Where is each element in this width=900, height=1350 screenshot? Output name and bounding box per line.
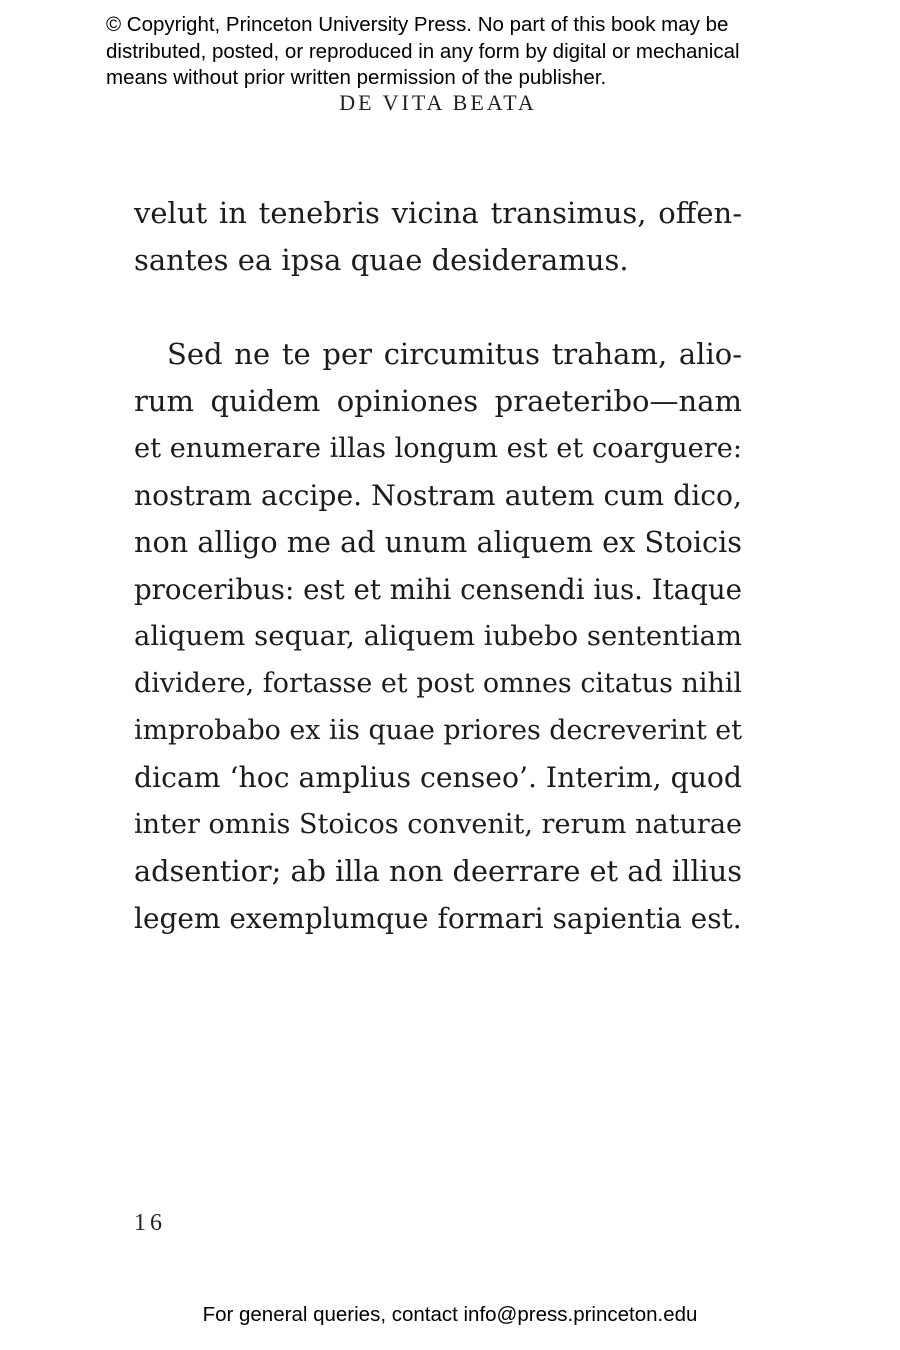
paragraph-2 (134, 331, 742, 942)
paragraph-1 (134, 190, 742, 284)
footer-contact: For general queries, contact info@press.princeton.edu (202, 1303, 698, 1326)
text-line: santes ea ipsa quae desideramus. (134, 243, 629, 277)
copyright-line: © Copyright, Princeton University Press. No part of this book may be (106, 13, 729, 36)
text-line: legem exemplumque formari sapientia est. (134, 902, 742, 935)
text-line: non alligo me ad unum aliquem ex Stoicis (134, 525, 742, 559)
copyright-line: distributed, posted, or reproduced in any form by digital or mechanical (106, 39, 740, 63)
text-line: Sed ne te per circumitus traham, alio- (167, 337, 742, 371)
page-number: 16 (134, 1210, 166, 1236)
copyright-notice (106, 12, 866, 92)
text-line: nostram accipe. Nostram autem cum dico, (134, 479, 742, 512)
text-line: aliquem sequar, aliquem iubebo sententiam (134, 621, 742, 652)
copyright-line: means without prior written permission of the publisher. (106, 66, 607, 89)
text-line: rum quidem opiniones praeteribo—nam (134, 384, 742, 418)
text-line: dividere, fortasse et post omnes citatus nihil (134, 668, 742, 699)
running-head: DE VITA BEATA (339, 90, 537, 115)
text-line: inter omnis Stoicos convenit, rerum naturae (134, 809, 742, 840)
text-line: improbabo ex iis quae priores decreverint et (134, 715, 742, 746)
text-line: proceribus: est et mihi censendi ius. Itaque (134, 573, 742, 606)
text-line: velut in tenebris vicina transimus, offen- (134, 196, 742, 230)
text-line: adsentior; ab illa non deerrare et ad illius (134, 854, 742, 888)
text-line: et enumerare illas longum est et coarguere: (134, 433, 742, 464)
text-line: dicam ‘hoc amplius censeo’. Interim, quod (134, 761, 742, 794)
